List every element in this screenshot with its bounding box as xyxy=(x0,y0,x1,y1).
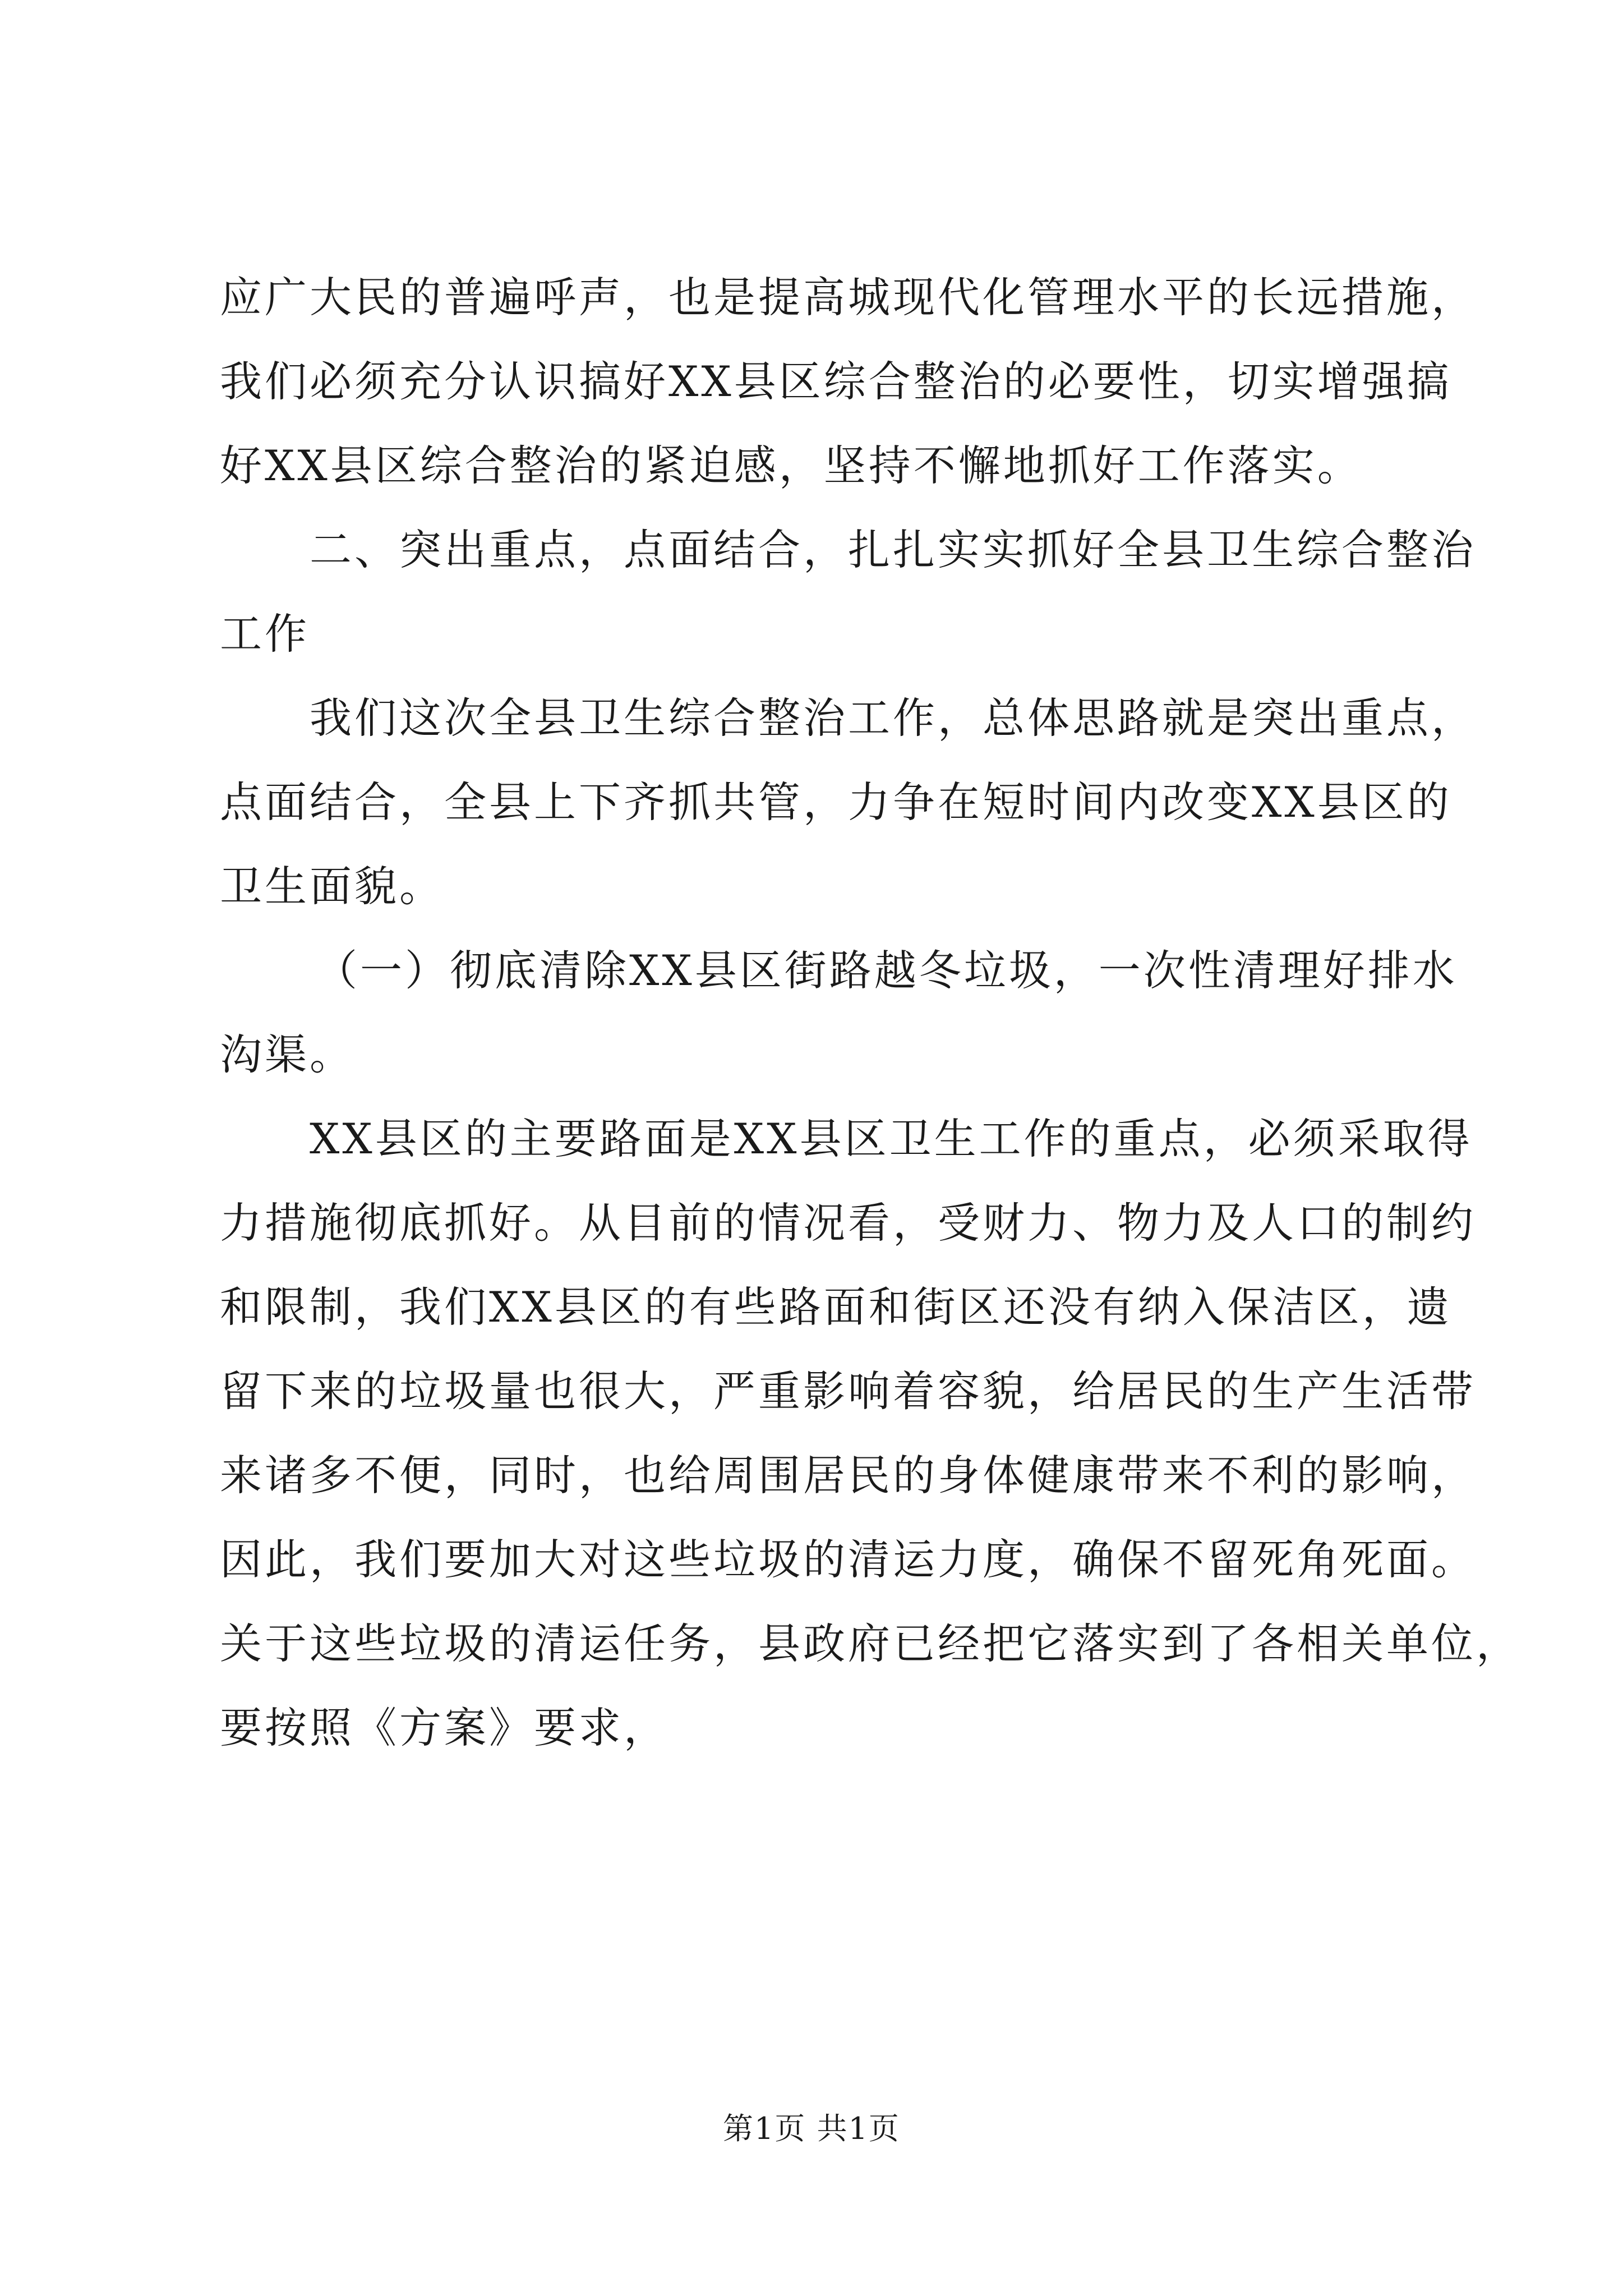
paragraph-line xyxy=(220,508,1477,592)
paragraph-line xyxy=(220,1097,1473,1181)
paragraph-line: 应广大民的普遍呼声，也是提高城现代化管理水平的长远措施， xyxy=(220,273,1477,322)
paragraph-line: 力措施彻底抓好。从目前的情况看，受财力、物力及人口的制约 xyxy=(220,1198,1477,1248)
paragraph-line: 沟渠。 xyxy=(220,1030,355,1079)
paragraph-line: 要按照《方案》要求， xyxy=(220,1703,669,1752)
document-body xyxy=(220,255,1521,1770)
section-heading-2 xyxy=(220,508,1477,676)
paragraph-line: 好XX县区综合整治的紧迫感，坚持不懈地抓好工作落实。 xyxy=(220,441,1362,490)
paragraph-text: 我们这次全县卫生综合整治工作，总体思路就是突出重点， xyxy=(310,693,1477,743)
paragraph-5 xyxy=(220,1097,1521,1770)
page-footer xyxy=(0,2109,1623,2148)
paragraph-line: 因此，我们要加大对这些垃圾的清运力度，确保不留死角死面。 xyxy=(220,1535,1477,1584)
paragraph-line: 工作 xyxy=(220,609,310,659)
paragraph-3 xyxy=(220,676,1477,928)
paragraph-line: 我们必须充分认识搞好XX县区综合整治的必要性，切实增强搞 xyxy=(220,357,1452,406)
paragraph-line: 点面结合，全县上下齐抓共管，力争在短时间内改变XX县区的 xyxy=(220,777,1452,827)
paragraph-1 xyxy=(220,255,1477,508)
paragraph-line xyxy=(220,676,1477,760)
page-number: 第1页 共1页 xyxy=(723,2111,900,2146)
heading-text: 二、突出重点，点面结合，扎扎实实抓好全县卫生综合整治 xyxy=(310,525,1477,574)
paragraph-line: 关于这些垃圾的清运任务，县政府已经把它落实到了各相关单位， xyxy=(220,1619,1521,1668)
paragraph-line: 卫生面貌。 xyxy=(220,862,445,911)
paragraph-text: XX县区的主要路面是XX县区卫生工作的重点，必须采取得 xyxy=(310,1114,1473,1163)
paragraph-line xyxy=(220,928,1458,1013)
heading-text: （一）彻底清除XX县区街路越冬垃圾，一次性清理好排水 xyxy=(315,946,1458,995)
paragraph-line: 和限制，我们XX县区的有些路面和街区还没有纳入保洁区，遗 xyxy=(220,1282,1452,1332)
subsection-heading-1 xyxy=(220,928,1458,1097)
paragraph-line: 来诸多不便，同时，也给周围居民的身体健康带来不利的影响， xyxy=(220,1451,1477,1500)
paragraph-line: 留下来的垃圾量也很大，严重影响着容貌，给居民的生产生活带 xyxy=(220,1366,1477,1416)
